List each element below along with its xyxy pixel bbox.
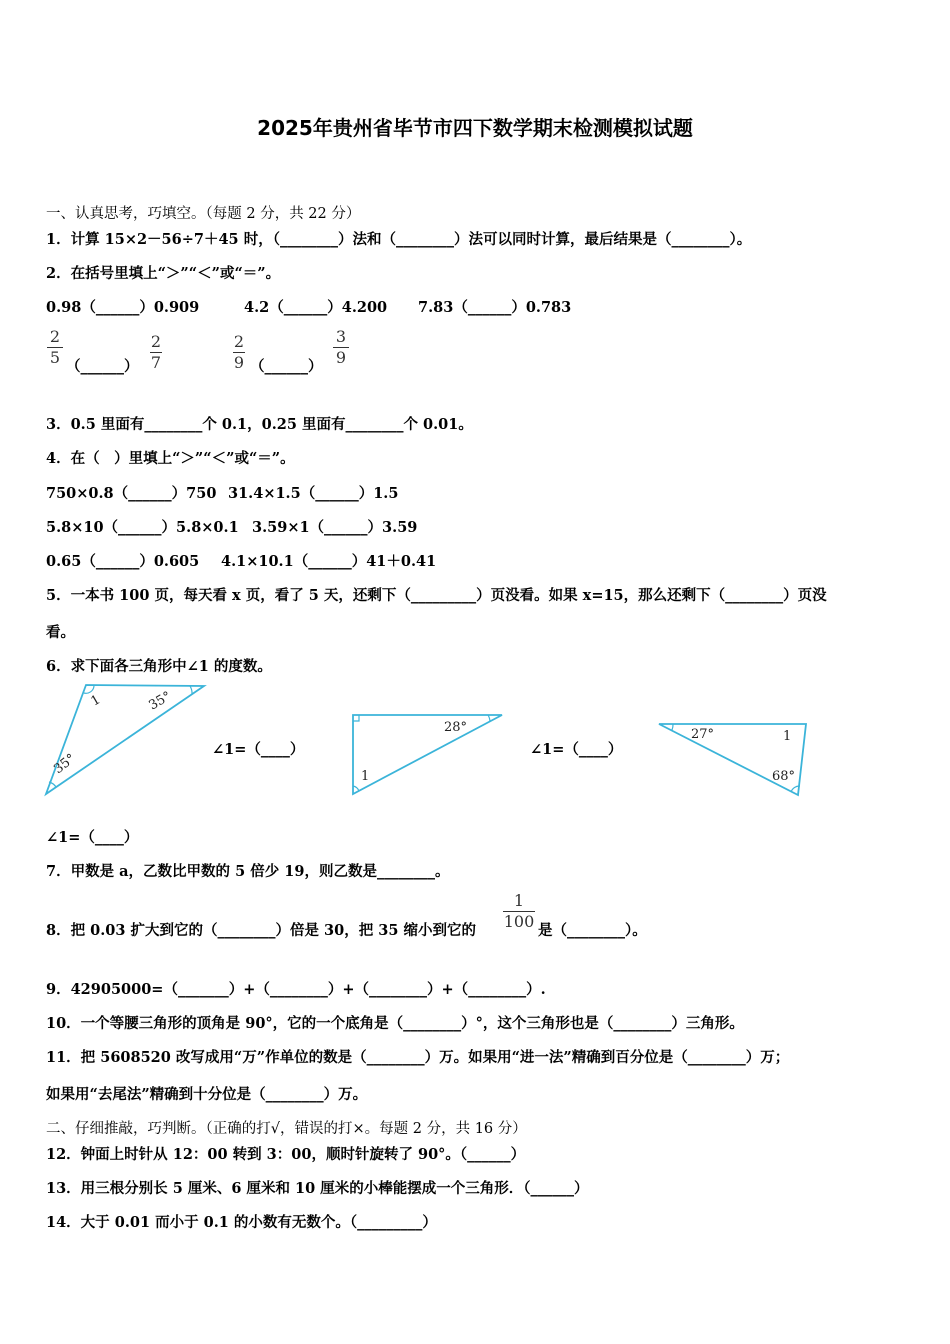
fraction-2-7: 2 7 [150, 332, 162, 372]
question-3: 3．0.5 里面有________个 0.1，0.25 里面有________个 0.01。 [46, 416, 473, 433]
triangle-2-label-angle: 28° [444, 720, 468, 735]
q6-answer-3: ∠1=（____） [46, 829, 139, 846]
triangle-2 [348, 710, 508, 800]
question-12: 12．钟面上时针从 12：00 转到 3：00，顺时针旋转了 90°。（______） [46, 1146, 526, 1163]
q4-item-2: 31.4×1.5（______）1.5 [228, 485, 399, 502]
q4-item-6: 4.1×10.1（______）41＋0.41 [221, 553, 437, 570]
q6-answer-2: ∠1=（____） [530, 741, 623, 758]
question-6: 6．求下面各三角形中∠1 的度数。 [46, 658, 272, 675]
triangle-2-label-1: 1 [361, 769, 370, 784]
q2-item-3: 7.83（______）0.783 [418, 299, 572, 316]
q6-answer-1: ∠1=（____） [212, 741, 305, 758]
question-1: 1．计算 15×2－56÷7＋45 时，（________）法和（________）法可以同时计算，最后结果是（________）。 [46, 231, 752, 248]
triangle-3-label-bottom: 68° [772, 769, 796, 784]
question-14: 14．大于 0.01 而小于 0.1 的小数有无数个。（_________） [46, 1214, 437, 1231]
fraction-3-9: 3 9 [333, 328, 349, 367]
q2-frac-blank-2: （______） [250, 358, 323, 375]
question-13: 13．用三根分别长 5 厘米、6 厘米和 10 厘米的小棒能摆成一个三角形．（______） [46, 1180, 589, 1197]
q2-item-1: 0.98（______）0.909 [46, 299, 200, 316]
question-9: 9．42905000=（_______）+（________）+（________）+（________）. [46, 981, 546, 998]
triangle-1 [40, 680, 215, 800]
triangle-1-label-angle1: 1 [88, 692, 104, 710]
triangle-1-label-top: 35° [146, 688, 174, 714]
question-7: 7．甲数是 a，乙数比甲数的 5 倍少 19，则乙数是________。 [46, 863, 450, 880]
question-4: 4．在（ ）里填上“＞”“＜”或“＝”。 [46, 450, 295, 467]
triangle-3 [655, 718, 815, 803]
question-11-line-1: 11．把 5608520 改写成用“万”作单位的数是（________）万。如果用“进一法”精确到百分位是（________）万； [46, 1049, 790, 1066]
question-2: 2．在括号里填上“＞”“＜”或“＝”。 [46, 265, 281, 282]
triangle-1-label-bottom: 35° [51, 751, 79, 778]
question-8-part-1: 8．把 0.03 扩大到它的（________）倍是 30，把 35 缩小到它的 [46, 922, 476, 939]
fraction-1-100: 1 100 [503, 891, 535, 931]
q2-frac-blank-1: （______） [66, 358, 139, 375]
q4-item-3: 5.8×10（______）5.8×0.1 [46, 519, 239, 536]
q4-item-4: 3.59×1（______）3.59 [252, 519, 418, 536]
section-2-heading: 二、仔细推敲，巧判断。（正确的打√，错误的打×。每题 2 分，共 16 分） [46, 1121, 527, 1137]
question-11-line-2: 如果用“去尾法”精确到十分位是（________）万。 [46, 1086, 368, 1103]
page-title: 2025年贵州省毕节市四下数学期末检测模拟试题 [257, 116, 693, 140]
q4-item-1: 750×0.8（______）750 [46, 485, 217, 502]
question-10: 10．一个等腰三角形的顶角是 90°，它的一个底角是（________）°，这个三角形也是（________）三角形。 [46, 1015, 744, 1032]
triangle-3-label-top-left: 27° [691, 727, 715, 742]
section-1-heading: 一、认真思考，巧填空。（每题 2 分，共 22 分） [46, 206, 361, 222]
fraction-2-9: 2 9 [233, 332, 245, 372]
q4-item-5: 0.65（______）0.605 [46, 553, 200, 570]
fraction-2-5: 2 5 [47, 328, 63, 367]
question-8-part-2: 是（________）。 [538, 922, 647, 939]
q2-item-2: 4.2（______）4.200 [244, 299, 388, 316]
question-5-line-2: 看。 [46, 624, 75, 641]
triangle-3-label-1: 1 [783, 729, 792, 744]
question-5-line-1: 5．一本书 100 页，每天看 x 页，看了 5 天，还剩下（_________）页没看。如果 x=15，那么还剩下（________）页没 [46, 587, 827, 604]
